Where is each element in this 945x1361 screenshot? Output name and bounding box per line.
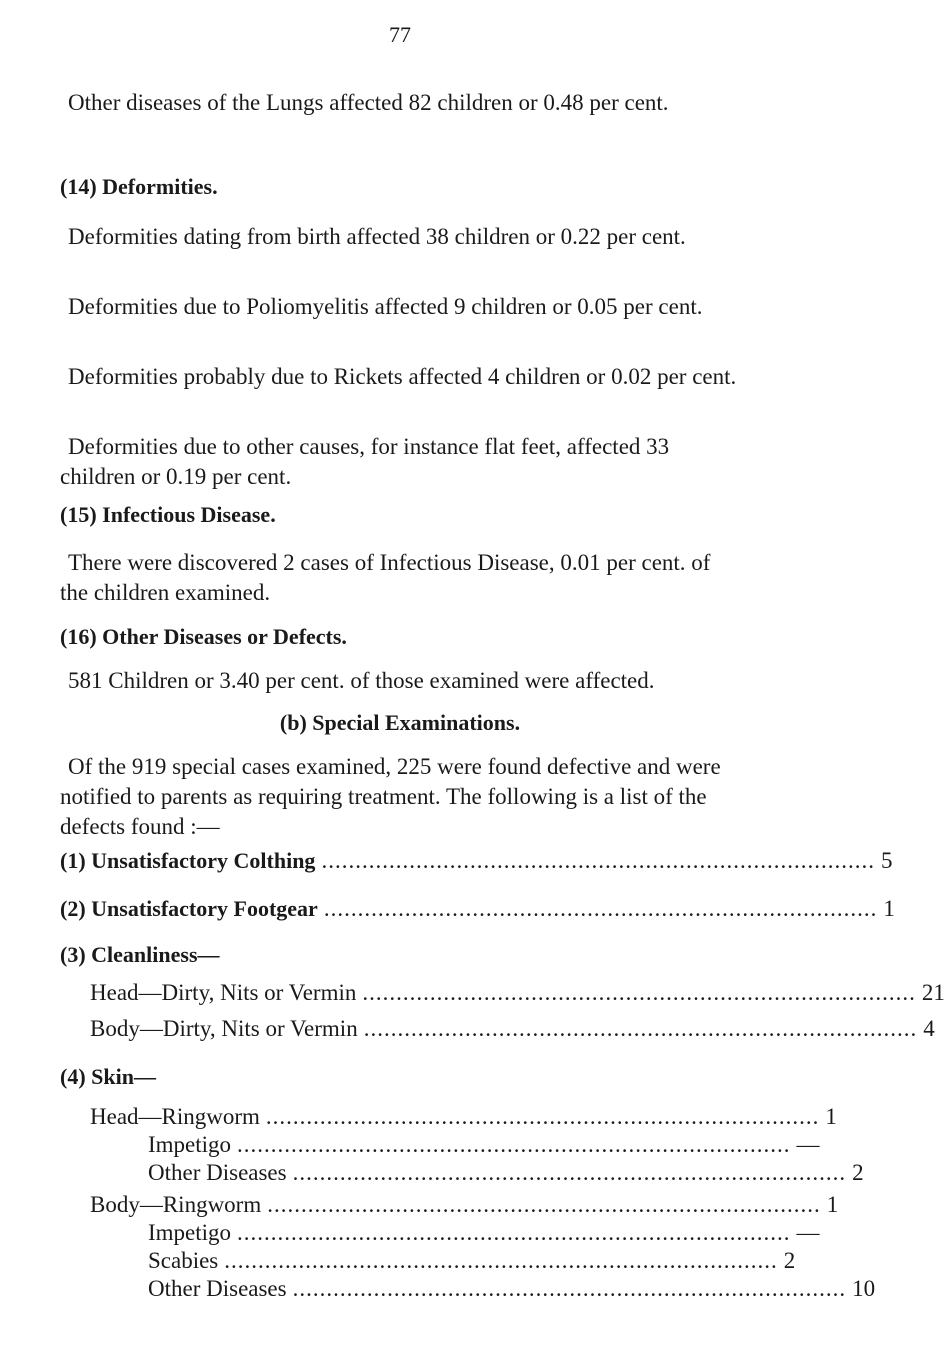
list-value: 2	[783, 1248, 796, 1273]
dot-leader: ..................................................................................	[292, 1160, 847, 1185]
list-value: 1	[883, 896, 895, 921]
list-item-skin-head-impetigo	[148, 1130, 820, 1160]
list-label: Body—Ringworm	[90, 1192, 262, 1217]
list-value: —	[796, 1220, 820, 1245]
list-label: Other Diseases	[148, 1160, 287, 1185]
heading-skin: (4) Skin—	[60, 1064, 156, 1089]
list-item-skin-body-impetigo	[148, 1218, 820, 1248]
dot-leader: ..................................................................................	[292, 1276, 847, 1301]
paragraph-deformities-polio: Deformities due to Poliomyelitis affected 9 children or 0.05 per cent.	[68, 294, 703, 319]
heading-cleanliness: (3) Cleanliness—	[60, 942, 220, 967]
paragraph-other-defects: 581 Children or 3.40 per cent. of those examined were affected.	[68, 668, 655, 693]
list-value: 1	[825, 1104, 837, 1129]
list-item-footgear	[60, 894, 895, 924]
dot-leader: ..................................................................................	[237, 1220, 791, 1245]
dot-leader: ..................................................................................	[237, 1132, 791, 1157]
list-value: 1	[826, 1192, 839, 1217]
list-item-skin-body-scabies	[148, 1246, 796, 1276]
paragraph-lungs: Other diseases of the Lungs affected 82 children or 0.48 per cent.	[68, 90, 669, 115]
heading-special-examinations: (b) Special Examinations.	[279, 710, 521, 735]
dot-leader: ..................................................................................	[267, 1192, 821, 1217]
list-item-skin-head-ringworm	[90, 1102, 837, 1132]
list-value: 21	[921, 980, 945, 1005]
list-value: 2	[852, 1160, 864, 1185]
list-value: 10	[852, 1276, 876, 1301]
paragraph-deformities-rickets: Deformities probably due to Rickets affected 4 children or 0.02 per cent.	[68, 364, 737, 389]
dot-leader: ..................................................................................	[265, 1104, 820, 1129]
list-value: 4	[923, 1016, 935, 1041]
heading-deformities: (14) Deformities.	[60, 174, 218, 199]
list-value: —	[796, 1132, 820, 1157]
list-item-skin-body-ringworm	[90, 1190, 839, 1220]
heading-other-diseases: (16) Other Diseases or Defects.	[60, 624, 347, 649]
list-label: (1) Unsatisfactory Colthing	[60, 848, 316, 873]
dot-leader: ..................................................................................	[321, 848, 875, 873]
dot-leader: ..................................................................................	[363, 1016, 918, 1041]
dot-leader: ..................................................................................	[362, 980, 916, 1005]
list-label: Scabies	[148, 1248, 219, 1273]
list-label: (2) Unsatisfactory Footgear	[60, 896, 318, 921]
list-item-skin-body-other	[148, 1274, 876, 1304]
list-item-clean-head	[90, 978, 945, 1008]
list-item-skin-head-other	[148, 1158, 864, 1188]
dot-leader: ..................................................................................	[224, 1248, 778, 1273]
list-label: Other Diseases	[148, 1276, 287, 1301]
list-label: Head—Dirty, Nits or Vermin	[90, 980, 357, 1005]
list-item-clean-body	[90, 1014, 935, 1044]
paragraph-special: Of the 919 special cases examined, 225 were found defective and were notified to parents as requiring treatment. The following is a list of the defects found :—	[60, 754, 721, 839]
paragraph-infectious: There were discovered 2 cases of Infectious Disease, 0.01 per cent. of the children examined.	[60, 550, 711, 605]
list-label: Head—Ringworm	[90, 1104, 260, 1129]
dot-leader: ..................................................................................	[323, 896, 878, 921]
page-number: 77	[389, 22, 411, 47]
paragraph-deformities-birth: Deformities dating from birth affected 38 children or 0.22 per cent.	[68, 224, 686, 249]
list-label: Impetigo	[148, 1132, 232, 1157]
list-label: Impetigo	[148, 1220, 232, 1245]
heading-infectious-disease: (15) Infectious Disease.	[60, 502, 276, 527]
paragraph-deformities-other: Deformities due to other causes, for instance flat feet, affected 33 children or 0.19 per cent.	[60, 434, 670, 489]
list-item-clothing	[60, 846, 893, 876]
list-value: 5	[880, 848, 893, 873]
list-label: Body—Dirty, Nits or Vermin	[90, 1016, 358, 1041]
